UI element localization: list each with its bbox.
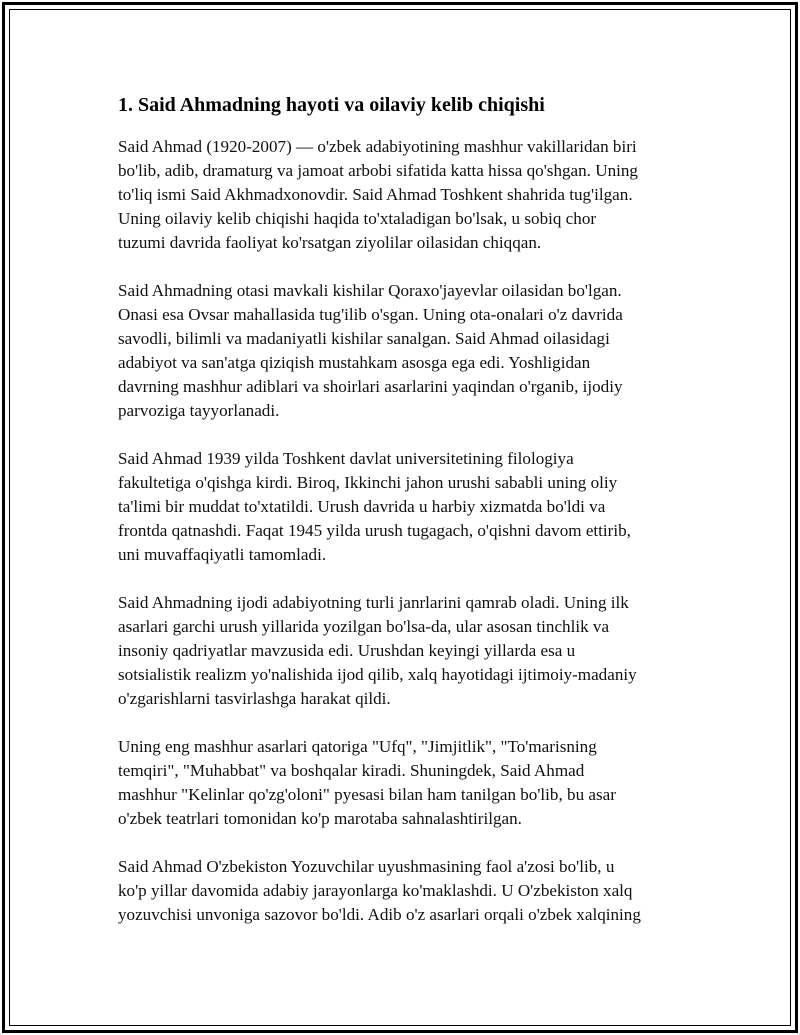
text-line: frontda qatnashdi. Faqat 1945 yilda urush tugagach, o'qishni davom ettirib,: [118, 521, 631, 540]
paragraph-1: [118, 135, 688, 255]
text-line: Uning eng mashhur asarlari qatoriga "Ufq", "Jimjitlik", "To'marisning: [118, 737, 597, 756]
text-line: uni muvaffaqiyatli tamomladi.: [118, 545, 327, 564]
text-line: mashhur "Kelinlar qo'zg'oloni" pyesasi bilan ham tanilgan bo'lib, bu asar: [118, 785, 616, 804]
text-line: o'zbek teatrlari tomonidan ko'p marotaba sahnalashtirilgan.: [118, 809, 522, 828]
text-line: Said Ahmad 1939 yilda Toshkent davlat universitetining filologiya: [118, 449, 574, 468]
text-line: Uning oilaviy kelib chiqishi haqida to'xtaladigan bo'lsak, u sobiq chor: [118, 209, 597, 228]
text-line: parvoziga tayyorlanadi.: [118, 401, 280, 420]
text-line: Said Ahmad (1920-2007) — o'zbek adabiyotining mashhur vakillaridan biri: [118, 137, 637, 156]
text-line: tuzumi davrida faoliyat ko'rsatgan ziyolilar oilasidan chiqqan.: [118, 233, 542, 252]
text-line: ta'limi bir muddat to'xtatildi. Urush davrida u harbiy xizmatda bo'ldi va: [118, 497, 606, 516]
paragraph-5: [118, 735, 688, 831]
text-line: yozuvchisi unvoniga sazovor bo'ldi. Adib o'z asarlari orqali o'zbek xalqining: [118, 905, 641, 924]
paragraph-2: [118, 279, 688, 423]
text-line: Onasi esa Ovsar mahallasida tug'ilib o'sgan. Uning ota-onalari o'z davrida: [118, 305, 623, 324]
text-line: asarlari garchi urush yillarida yozilgan bo'lsa-da, ular asosan tinchlik va: [118, 617, 610, 636]
section-heading: 1. Said Ahmadning hayoti va oilaviy kelib chiqishi: [118, 94, 545, 116]
text-line: insoniy qadriyatlar mavzusida edi. Urushdan keyingi yillarda esa u: [118, 641, 576, 660]
text-line: bo'lib, adib, dramaturg va jamoat arbobi sifatida katta hissa qo'shgan. Uning: [118, 161, 638, 180]
document-body: [118, 91, 688, 951]
paragraph-4: [118, 591, 688, 711]
text-line: o'zgarishlarni tasvirlashga harakat qildi.: [118, 689, 391, 708]
text-line: ko'p yillar davomida adabiy jarayonlarga ko'maklashdi. U O'zbekiston xalq: [118, 881, 633, 900]
text-line: Said Ahmadning ijodi adabiyotning turli janrlarini qamrab oladi. Uning ilk: [118, 593, 629, 612]
paragraph-3: [118, 447, 688, 567]
text-line: adabiyot va san'atga qiziqish mustahkam asosga ega edi. Yoshligidan: [118, 353, 591, 372]
text-line: to'liq ismi Said Akhmadxonovdir. Said Ahmad Toshkent shahrida tug'ilgan.: [118, 185, 633, 204]
text-line: temqiri", "Muhabbat" va boshqalar kiradi. Shuningdek, Said Ahmad: [118, 761, 585, 780]
text-line: fakultetiga o'qishga kirdi. Biroq, Ikkinchi jahon urushi sababli uning oliy: [118, 473, 618, 492]
text-line: sotsialistik realizm yo'nalishida ijod qilib, xalq hayotidagi ijtimoiy-madaniy: [118, 665, 637, 684]
text-line: Said Ahmad O'zbekiston Yozuvchilar uyushmasining faol a'zosi bo'lib, u: [118, 857, 615, 876]
text-line: savodli, bilimli va madaniyatli kishilar sanalgan. Said Ahmad oilasidagi: [118, 329, 610, 348]
paragraph-6: [118, 855, 688, 927]
text-line: Said Ahmadning otasi mavkali kishilar Qoraxo'jayevlar oilasidan bo'lgan.: [118, 281, 622, 300]
text-line: davrning mashhur adiblari va shoirlari asarlarini yaqindan o'rganib, ijodiy: [118, 377, 623, 396]
